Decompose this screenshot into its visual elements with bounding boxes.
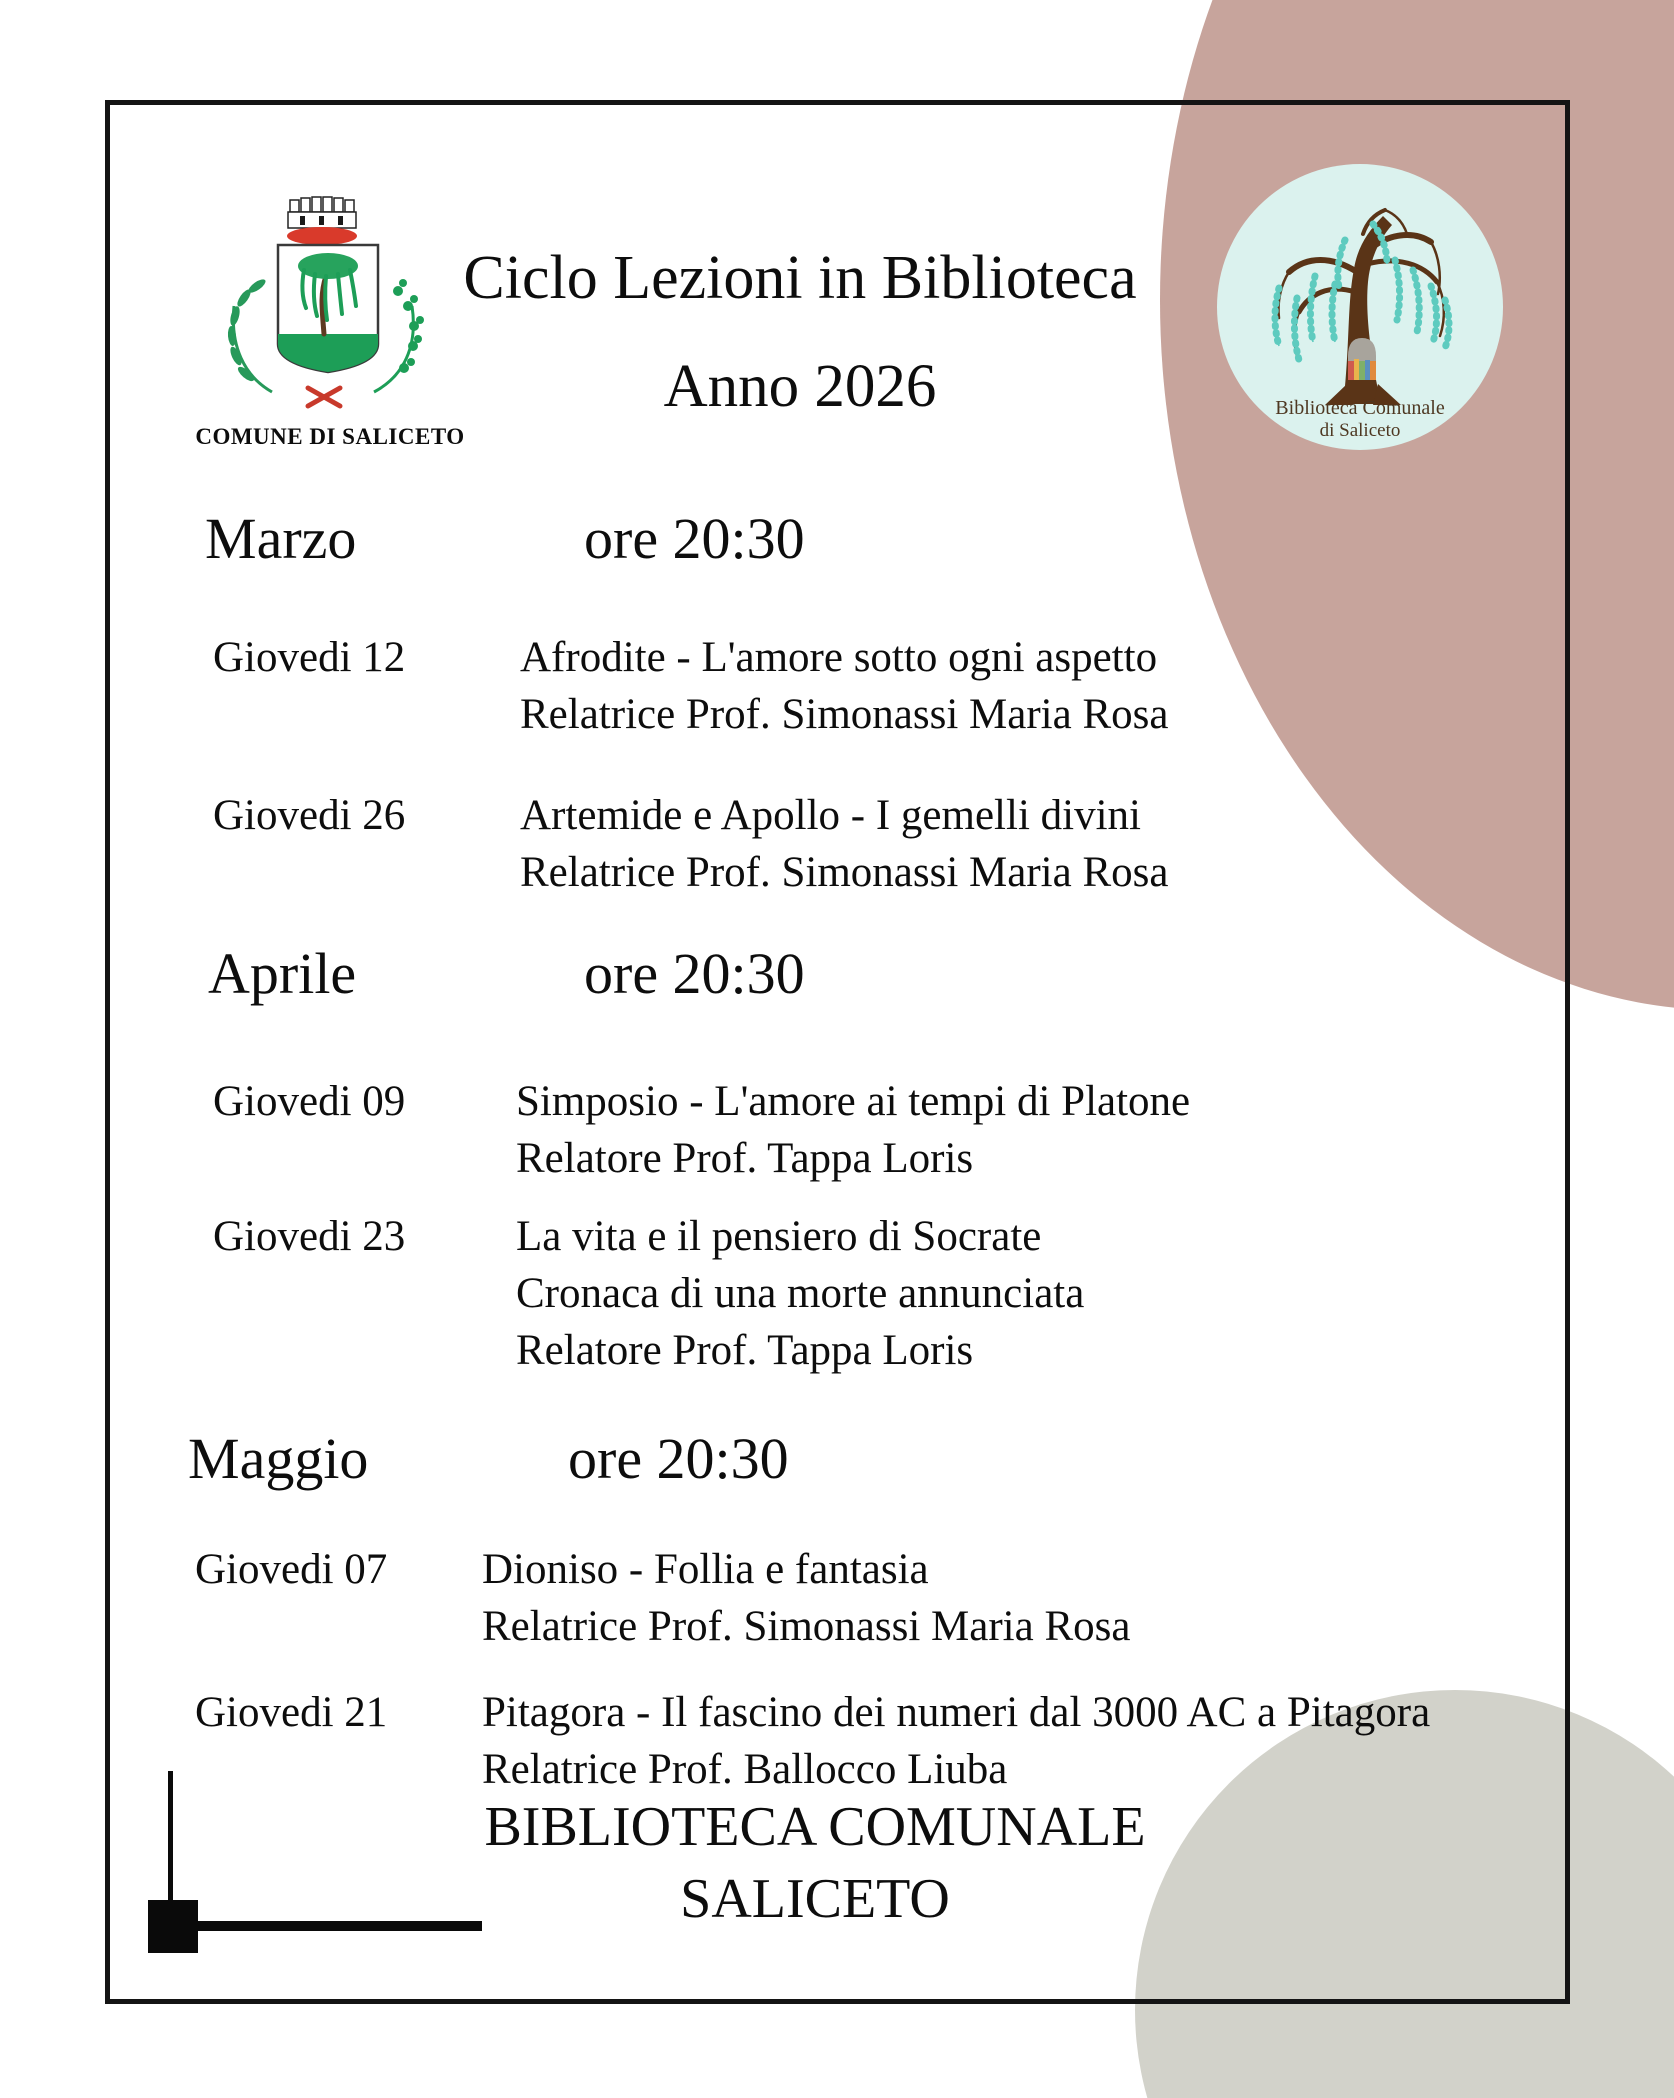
ribbon-icon (308, 388, 340, 406)
event-subtitle: Cronaca di una morte annunciata (516, 1270, 1085, 1317)
event-speaker: Relatore Prof. Tappa Loris (516, 1327, 974, 1374)
logo-label-line2: di Saliceto (1319, 420, 1401, 441)
footer-library-town: SALICETO (680, 1868, 950, 1930)
logo-label-line1: Biblioteca Comunale (1275, 397, 1445, 419)
event-speaker: Relatore Prof. Tappa Loris (516, 1135, 974, 1182)
event-speaker: Relatrice Prof. Simonassi Maria Rosa (482, 1603, 1131, 1650)
municipality-label: COMUNE DI SALICETO (195, 424, 465, 449)
section-month-maggio: Maggio (188, 1426, 369, 1491)
oak-branch-icon (374, 279, 424, 392)
section-month-marzo: Marzo (205, 506, 357, 571)
section-time-maggio: ore 20:30 (568, 1426, 789, 1491)
event-date: Giovedi 26 (213, 792, 406, 839)
event-title: La vita e il pensiero di Socrate (516, 1213, 1042, 1260)
event-date: Giovedi 07 (195, 1546, 388, 1593)
biblioteca-logo-icon (1217, 164, 1503, 450)
event-title: Pitagora - Il fascino dei numeri dal 3000 AC a Pitagora (482, 1689, 1431, 1736)
section-month-aprile: Aprile (208, 941, 357, 1006)
event-speaker: Relatrice Prof. Simonassi Maria Rosa (520, 691, 1169, 738)
poster-subtitle-year: Anno 2026 (663, 353, 937, 420)
corner-mark-square (148, 1900, 198, 1953)
section-time-aprile: ore 20:30 (584, 941, 805, 1006)
section-time-marzo: ore 20:30 (584, 506, 805, 571)
corner-mark-vertical-line (168, 1771, 173, 1903)
event-title: Afrodite - L'amore sotto ogni aspetto (520, 634, 1158, 681)
logo-book-hollow-icon (1348, 338, 1376, 380)
poster-title: Ciclo Lezioni in Biblioteca (463, 244, 1137, 312)
event-date: Giovedi 12 (213, 634, 406, 681)
event-title: Artemide e Apollo - I gemelli divini (520, 792, 1141, 839)
event-title: Simposio - L'amore ai tempi di Platone (516, 1078, 1191, 1125)
event-date: Giovedi 23 (213, 1213, 406, 1260)
laurel-branch-icon (227, 277, 272, 392)
comune-di-saliceto-crest-icon (212, 194, 434, 424)
event-title: Dioniso - Follia e fantasia (482, 1546, 929, 1593)
event-speaker: Relatrice Prof. Ballocco Liuba (482, 1746, 1008, 1793)
mural-crown-icon (287, 197, 357, 245)
event-date: Giovedi 09 (213, 1078, 406, 1125)
footer-library-name: BIBLIOTECA COMUNALE (484, 1796, 1146, 1858)
event-date: Giovedi 21 (195, 1689, 388, 1736)
event-speaker: Relatrice Prof. Simonassi Maria Rosa (520, 849, 1169, 896)
